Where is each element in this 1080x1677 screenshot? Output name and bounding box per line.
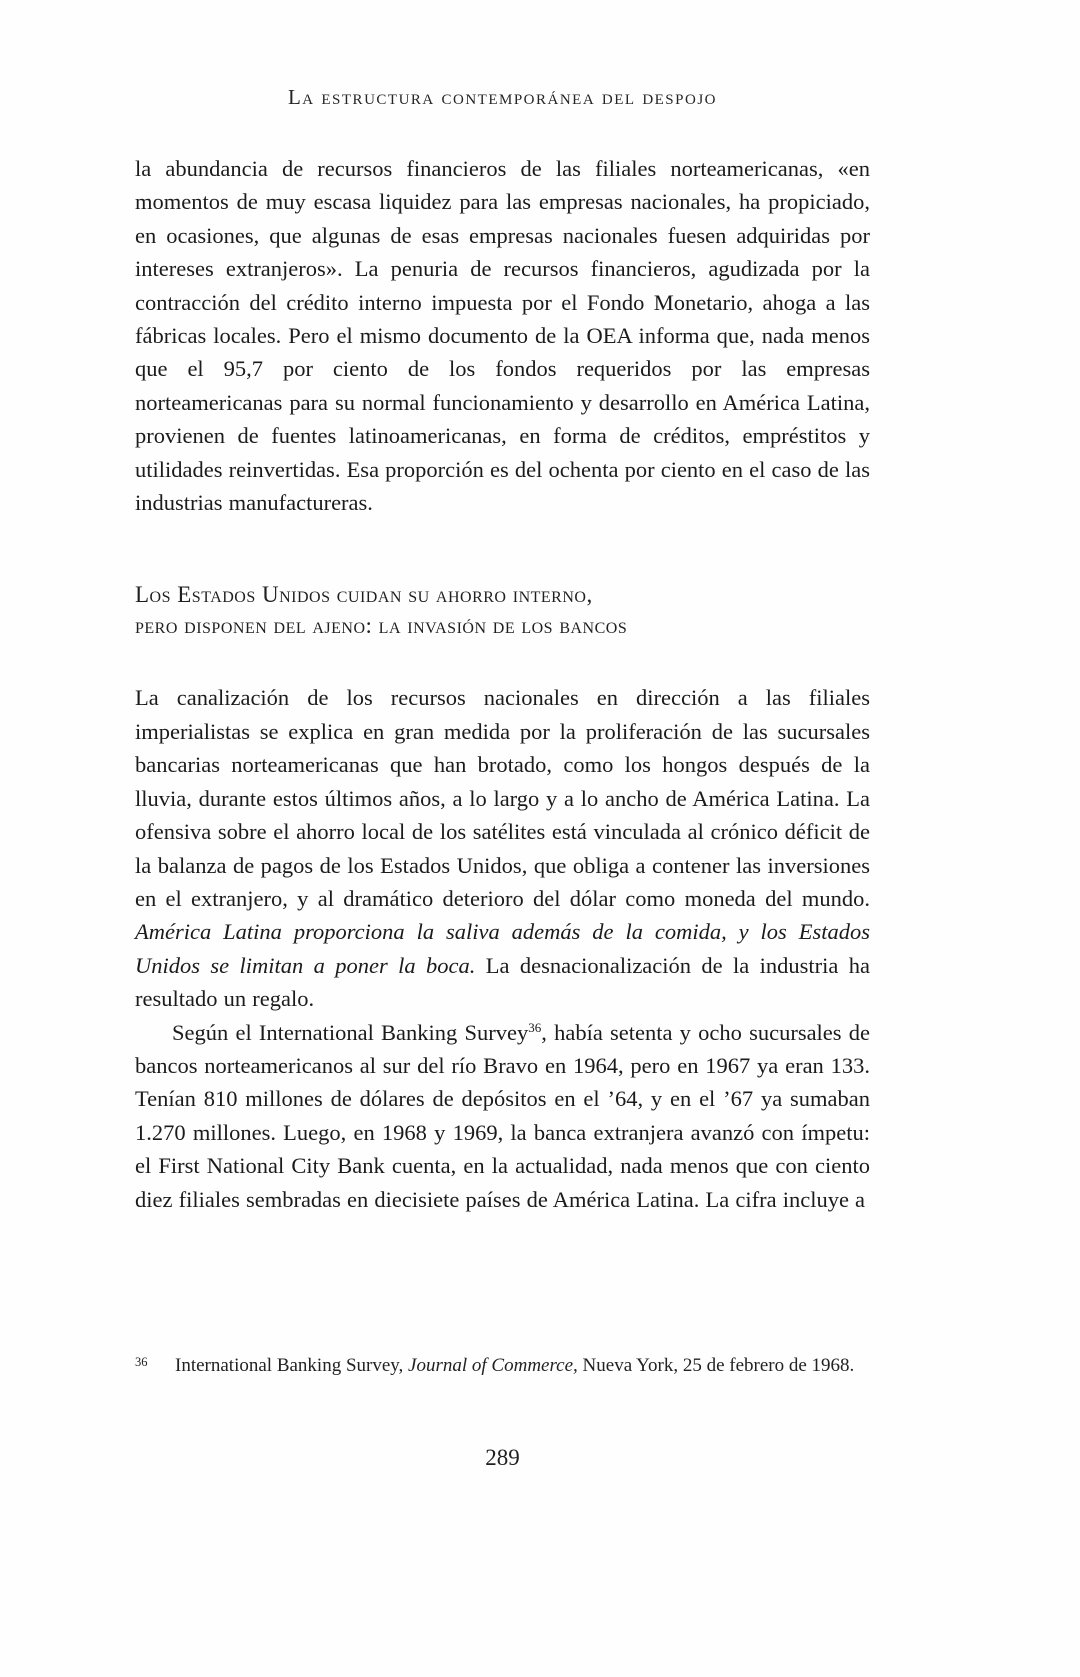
paragraph-2-text: La canalización de los recursos nacionales en dirección a las filiales imperialistas se explica en gran medida por la proliferación de las sucursales bancarias norteamericanas que han brotado, como los hongos después de la lluvia, durante estos últimos años, a lo largo y a lo ancho de América Latina. La ofensiva sobre el ahorro local de los satélites está vinculada al crónico déficit de la balanza de pagos de los Estados Unidos, que obliga a contener las inversiones en el extranjero, y al dramático deterioro del dólar como moneda del mundo.	[135, 685, 870, 911]
footnote-text-part1: International Banking Survey,	[175, 1355, 409, 1376]
paragraph-1: la abundancia de recursos financieros de las filiales norteamericanas, «en momentos de muy escasa liquidez para las empresas nacionales, ha propiciado, en ocasiones, que algunas de esas empresas nacionales fuesen adquiridas por intereses extranjeros». La penuria de recursos financieros, agudizada por la contracción del crédito interno impuesta por el Fondo Monetario, ahoga a las fábricas locales. Pero el mismo documento de la OEA informa que, nada menos que el 95,7 por ciento de los fondos requeridos por las empresas norteamericanas para su normal funcionamiento y desarrollo en América Latina, provienen de fuentes latinoamericanas, en forma de créditos, empréstitos y utilidades reinvertidas. Esa proporción es del ochenta por ciento en el caso de las industrias manufactureras.	[135, 156, 870, 516]
section-heading	[135, 579, 870, 641]
paragraph-3	[135, 1016, 870, 1216]
section-heading-line-1: Los Estados Unidos cuidan su ahorro interno,	[135, 582, 593, 608]
footnote-text	[175, 1352, 870, 1379]
footnote-text-part2: Nueva York, 25 de febrero de 1968.	[577, 1355, 855, 1376]
paragraph-3-text-end: , había setenta y ocho sucursales de bancos norteamericanos al sur del río Bravo en 1964, pero en 1967 ya eran 133. Tenían 810 millones de dólares de depósitos en el ’64, y en el ’67 ya sumaban 1.270 millones. Luego, en 1968 y 1969, la banca extranjera avanzó con ímpetu: el First National City Bank cuenta, en la actualidad, nada menos que con ciento diez filiales sembradas en diecisiete países de América Latina. La cifra incluye a	[135, 1019, 870, 1212]
paragraph-2-text-end: La desnacionalización de la industria ha resultado un regalo.	[135, 952, 870, 1012]
page-number: 289	[485, 1445, 520, 1470]
footnote	[135, 1352, 870, 1379]
paragraph-2-italic-quote: América Latina proporciona la saliva además de la comida, y los Estados Unidos se limitan a poner la boca.	[135, 919, 870, 978]
paragraph-2	[135, 681, 870, 1015]
footnote-reference: 36	[528, 1019, 542, 1035]
running-head: La estructura contemporánea del despojo	[287, 85, 717, 109]
text-block	[135, 152, 870, 1216]
footnote-marker: 36	[135, 1355, 148, 1369]
paragraph-3-text: Según el International Banking Survey	[172, 1019, 529, 1045]
section-heading-line-2: pero disponen del ajeno: la invasión de los bancos	[135, 613, 628, 639]
footnote-journal-title-italic: Journal of Commerce,	[408, 1355, 578, 1376]
